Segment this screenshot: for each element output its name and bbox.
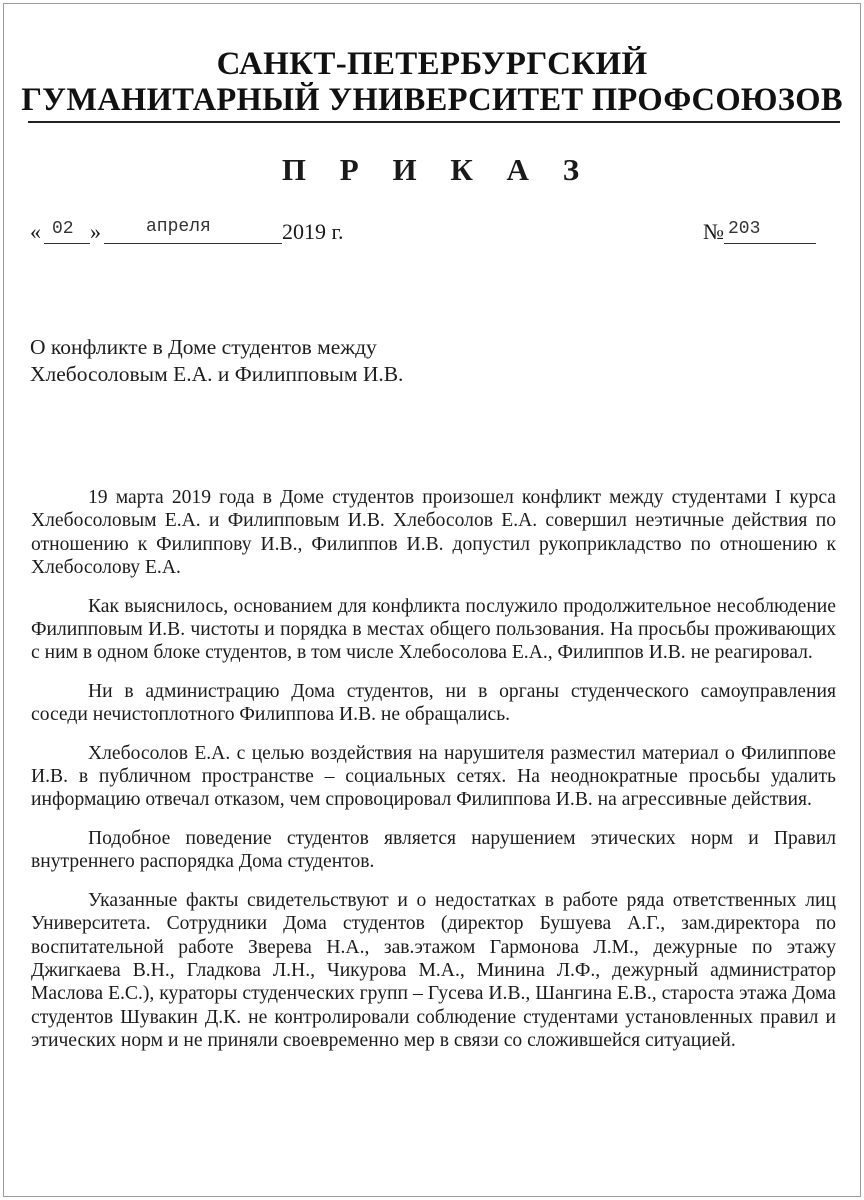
date-month: апреля — [146, 217, 211, 237]
header-divider — [28, 121, 840, 123]
date-year: 2019 г. — [282, 219, 344, 244]
body-paragraph-5: Подобное поведение студентов является нарушением этических норм и Правил внутреннего распорядка Дома студентов. — [31, 827, 836, 873]
university-name-line1: САНКТ-ПЕТЕРБУРГСКИЙ — [216, 46, 648, 82]
subject-line-1: О конфликте в Доме студентов между — [30, 335, 377, 359]
university-name-line2: ГУМАНИТАРНЫЙ УНИВЕРСИТЕТ ПРОФСОЮЗОВ — [21, 82, 843, 118]
body-paragraph-3: Ни в администрацию Дома студентов, ни в органы студенческого самоуправления соседи нечистоплотного Филиппова И.В. не обращались. — [31, 680, 836, 726]
body-paragraph-2: Как выяснилось, основанием для конфликта послужило продолжительное несоблюдение Филипповым И.В. чистоты и порядка в местах общего пользования. На просьбы проживающих с ним в одном блоке студентов, в том числе Хлебосолова Е.А., Филиппов И.В. не реагировал. — [31, 595, 836, 664]
body-paragraph-4: Хлебосолов Е.А. с целью воздействия на нарушителя разместил материал о Филиппове И.В. в публичном пространстве – социальных сетях. На неоднократные просьбы удалить информацию отвечал отказом, чем спровоцировал Филиппова И.В. на агрессивные действия. — [31, 742, 836, 811]
date-day: 02 — [52, 219, 74, 239]
order-number-underline — [724, 243, 816, 244]
order-number-label: № — [703, 219, 724, 244]
order-body — [31, 486, 836, 1068]
date-close-quote: » — [90, 219, 101, 244]
document-type-title: П Р И К А З — [281, 152, 593, 187]
body-paragraph-1: 19 марта 2019 года в Доме студентов произошел конфликт между студентами I курса Хлебосоловым Е.А. и Филипповым И.В. Хлебосолов Е.А. совершил неэтичные действия по отношению к Филиппову И.В., Филиппов И.В. допустил рукоприкладство по отношению к Хлебосолову Е.А. — [31, 487, 836, 579]
body-paragraph-6: Указанные факты свидетельствуют и о недостатках в работе ряда ответственных лиц Университета. Сотрудники Дома студентов (директор Бушуева А.Г., зам.директора по воспитательной работе Зверева Н.А., зав.этажом Гармонова Л.М., дежурные по этажу Джигкаева В.Н., Гладкова Л.Н., Чикурова М.А., Минина Л.Ф., дежурный администратор Маслова Е.С.), кураторы студенческих групп – Гусева И.В., Шангина Е.В., староста этажа Дома студентов Шувакин Д.К. не контролировали соблюдение студентами установленных правил и этических норм и не приняли своевременно мер в связи со сложившейся ситуацией. — [31, 889, 836, 1052]
order-subject — [30, 334, 590, 388]
date-day-underline — [44, 243, 90, 244]
date-open-quote: « — [30, 219, 41, 244]
subject-line-2: Хлебосоловым Е.А. и Филипповым И.В. — [30, 362, 404, 386]
date-number-line — [30, 217, 830, 251]
order-number-value: 203 — [728, 219, 761, 239]
date-month-underline — [104, 243, 282, 244]
